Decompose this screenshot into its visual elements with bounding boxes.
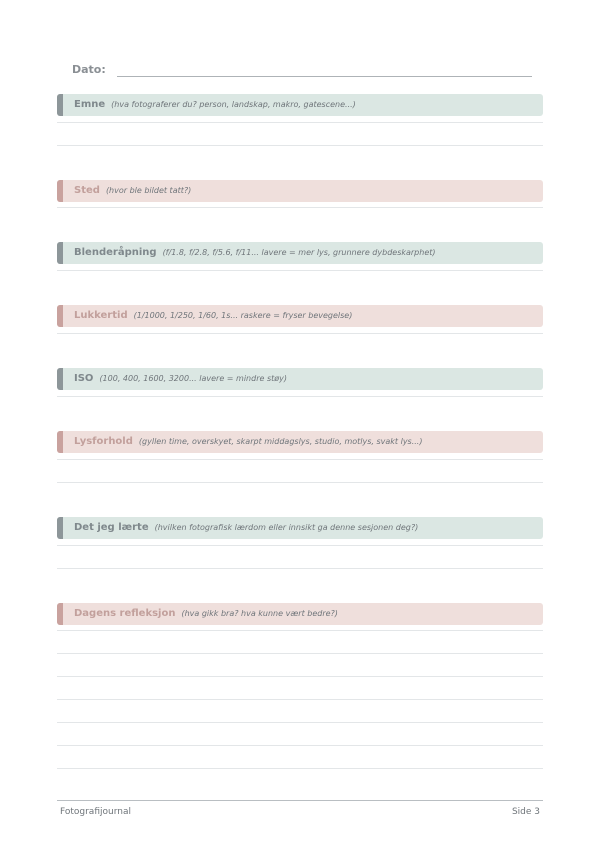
date-row	[72, 63, 532, 83]
section-det-jeg-laerte	[57, 517, 543, 539]
section-hint: (hvilken fotografisk lærdom eller innsikt ga denne sesjonen deg?)	[154, 523, 419, 532]
writing-line[interactable]	[57, 768, 543, 769]
section-hint: (100, 400, 1600, 3200... lavere = mindre støy)	[99, 374, 287, 383]
section-hint: (hva fotograferer du? person, landskap, makro, gatescene...)	[111, 100, 356, 109]
section-title	[74, 373, 287, 384]
section-title-text: Det jeg lærte	[74, 522, 149, 533]
writing-line[interactable]	[57, 722, 543, 723]
section-title-text: Emne	[74, 99, 106, 110]
writing-line[interactable]	[57, 207, 543, 208]
section-accent-bar	[57, 242, 63, 264]
writing-line[interactable]	[57, 653, 543, 654]
section-hint: (1/1000, 1/250, 1/60, 1s... raskere = fryser bevegelse)	[133, 311, 353, 320]
section-lysforhold	[57, 431, 543, 453]
section-title-text: ISO	[74, 373, 94, 384]
footer-journal-title: Fotografijournal	[60, 807, 131, 817]
writing-line[interactable]	[57, 333, 543, 334]
section-title	[74, 185, 191, 196]
section-hint: (hva gikk bra? hva kunne vært bedre?)	[181, 609, 338, 618]
writing-line[interactable]	[57, 270, 543, 271]
section-accent-bar	[57, 517, 63, 539]
section-hint: (f/1.8, f/2.8, f/5.6, f/11... lavere = mer lys, grunnere dybdeskarphet)	[162, 248, 436, 257]
section-lukkertid	[57, 305, 543, 327]
writing-line[interactable]	[57, 482, 543, 483]
section-title	[74, 436, 422, 447]
section-emne	[57, 94, 543, 116]
footer-page-number: Side 3	[511, 807, 540, 817]
section-accent-bar	[57, 180, 63, 202]
writing-line[interactable]	[57, 459, 543, 460]
section-title	[74, 310, 352, 321]
date-input-line[interactable]	[117, 76, 532, 77]
section-accent-bar	[57, 368, 63, 390]
footer-divider	[57, 800, 543, 801]
section-blenderapning	[57, 242, 543, 264]
section-sted	[57, 180, 543, 202]
writing-line[interactable]	[57, 676, 543, 677]
writing-line[interactable]	[57, 545, 543, 546]
section-title	[74, 522, 418, 533]
section-hint: (gyllen time, overskyet, skarpt middagslys, studio, motlys, svakt lys...)	[138, 437, 423, 446]
section-accent-bar	[57, 94, 63, 116]
section-title-text: Lukkertid	[74, 310, 128, 321]
section-title	[74, 247, 436, 258]
section-title	[74, 608, 338, 619]
section-dagens-refleksjon	[57, 603, 543, 625]
writing-line[interactable]	[57, 699, 543, 700]
section-accent-bar	[57, 431, 63, 453]
section-accent-bar	[57, 305, 63, 327]
writing-line[interactable]	[57, 396, 543, 397]
writing-line[interactable]	[57, 745, 543, 746]
section-hint: (hvor ble bildet tatt?)	[105, 186, 192, 195]
writing-line[interactable]	[57, 630, 543, 631]
section-title	[74, 99, 356, 110]
section-title-text: Blenderåpning	[74, 247, 157, 258]
writing-line[interactable]	[57, 568, 543, 569]
section-title-text: Dagens refleksjon	[74, 608, 176, 619]
section-iso	[57, 368, 543, 390]
section-title-text: Lysforhold	[74, 436, 133, 447]
section-title-text: Sted	[74, 185, 100, 196]
date-label: Dato:	[72, 63, 106, 76]
writing-line[interactable]	[57, 145, 543, 146]
section-accent-bar	[57, 603, 63, 625]
writing-line[interactable]	[57, 122, 543, 123]
